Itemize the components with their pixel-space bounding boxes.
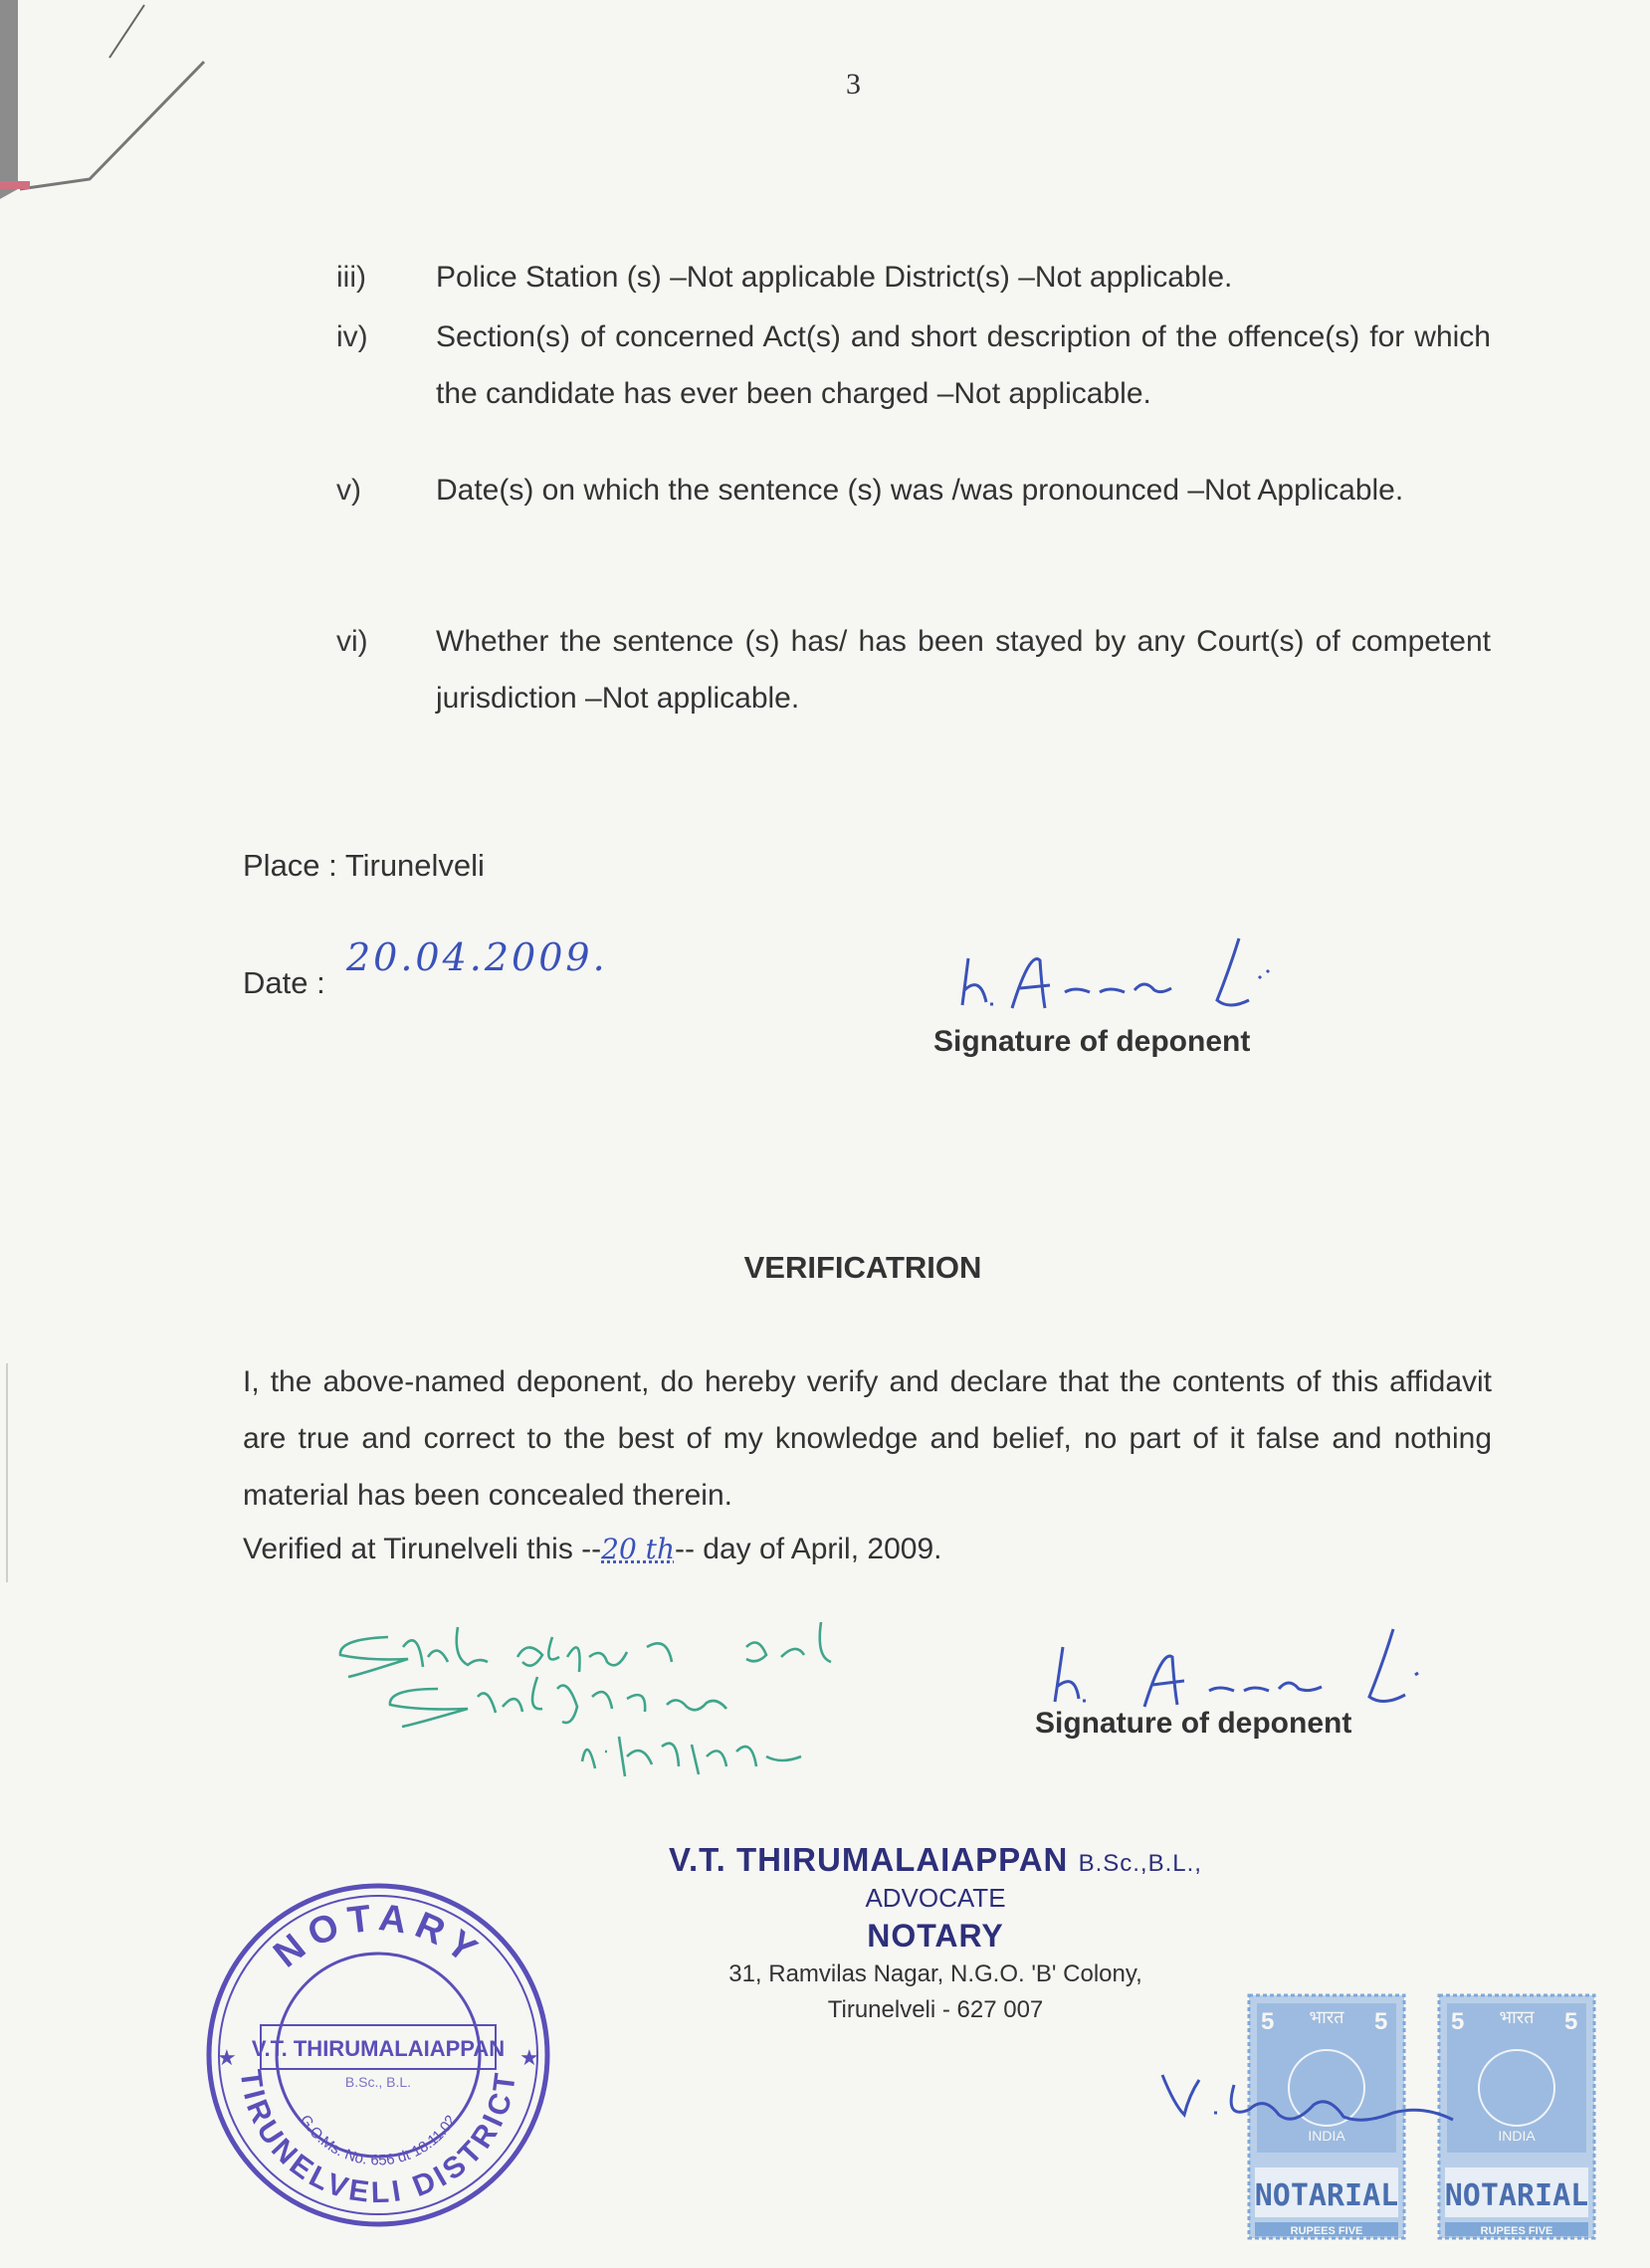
notary-seal [199,1876,557,2234]
item-number: iv) [336,320,368,353]
notary-address-1: 31, Ramvilas Nagar, N.G.O. 'B' Colony, [728,1960,1142,1987]
seal-center-text: V.T. THIRUMALAIAPPAN [251,2036,506,2061]
stamp-footer: RUPEES FIVE [1290,2225,1363,2237]
stamp-footer: RUPEES FIVE [1480,2225,1553,2237]
verification-heading: VERIFICATRION [743,1250,982,1285]
svg-text:NOTARY [266,1897,490,1976]
date-label: Date : [243,965,325,1000]
notary-name-line [617,1841,1254,1879]
page-number: 3 [846,68,861,101]
verification-text: I, the above-named deponent, do hereby verify and declare that the contents of this affidavit are true and correct to the best of my knowledge and belief, no part of it false and nothing material has been concealed therein. [243,1365,1492,1512]
stamp-script: भारत [1499,2007,1535,2028]
signature-label: Signature of deponent [933,1025,1251,1058]
item-text: Section(s) of concerned Act(s) and short description of the offence(s) for which the candidate has ever been charged –Not applicable. [436,320,1491,410]
seal-center-sub: B.Sc., B.L. [344,2074,412,2090]
signature-label: Signature of deponent [1035,1707,1352,1740]
item-number: vi) [336,625,368,658]
notary-role: NOTARY [867,1918,1004,1954]
item-text: Police Station (s) –Not applicable District(s) –Not applicable. [436,261,1233,294]
handwritten-day: 20 th [601,1533,675,1565]
stamp-label: NOTARIAL [1254,2178,1399,2213]
verified-line [243,1533,941,1566]
item-text: Date(s) on which the sentence (s) was /was pronounced –Not Applicable. [436,474,1404,507]
notary-signature [1154,2065,1533,2155]
stamp-denomination: 5 [1374,2008,1388,2035]
stamp-denomination: 5 [1451,2008,1465,2035]
scan-corner-artifact [0,0,219,209]
notary-title: ADVOCATE [865,1883,1006,1913]
verified-suffix: -- day of April, 2009. [674,1533,942,1565]
scan-margin-line [6,1363,8,1582]
seal-inner-text: G.O.Ms. No. 656 dt 18.11.02 [296,2112,461,2169]
verified-prefix: Verified at Tirunelveli this -- [243,1533,602,1565]
svg-text:G.O.Ms. No. 656 dt 18.11.02 [297,2112,460,2168]
item-number: iii) [336,261,366,294]
notary-degree: B.Sc.,B.L., [1078,1850,1202,1877]
notary-address-2: Tirunelveli - 627 007 [827,1996,1044,2023]
stamp-denomination: 5 [1564,2008,1578,2035]
place-line: Place : Tirunelveli [243,848,485,883]
handwritten-date: 20.04.2009. [346,935,608,979]
notary-block [617,1841,1254,2026]
item-number: v) [336,474,361,507]
seal-bottom-text: TIRUNELVELI DISTRICT [233,2067,523,2210]
seal-top-text: NOTARY [266,1897,491,1976]
item-text: Whether the sentence (s) has/ has been stayed by any Court(s) of competent jurisdiction –Not applicable. [436,625,1491,715]
deponent-signature-2 [1035,1617,1513,1717]
notary-name: V.T. THIRUMALAIAPPAN [669,1841,1069,1878]
stamp-country: INDIA [1498,2128,1536,2144]
seal-star-right: ★ [519,2045,539,2070]
stamp-label: NOTARIAL [1444,2178,1589,2213]
stamp-country: INDIA [1308,2128,1345,2144]
deponent-signature-1 [950,930,1348,1020]
notary-handwritten-endorsement [328,1617,886,1816]
seal-star-left: ★ [217,2045,237,2070]
stamp-denomination: 5 [1261,2008,1275,2035]
stamp-script: भारत [1309,2007,1344,2028]
